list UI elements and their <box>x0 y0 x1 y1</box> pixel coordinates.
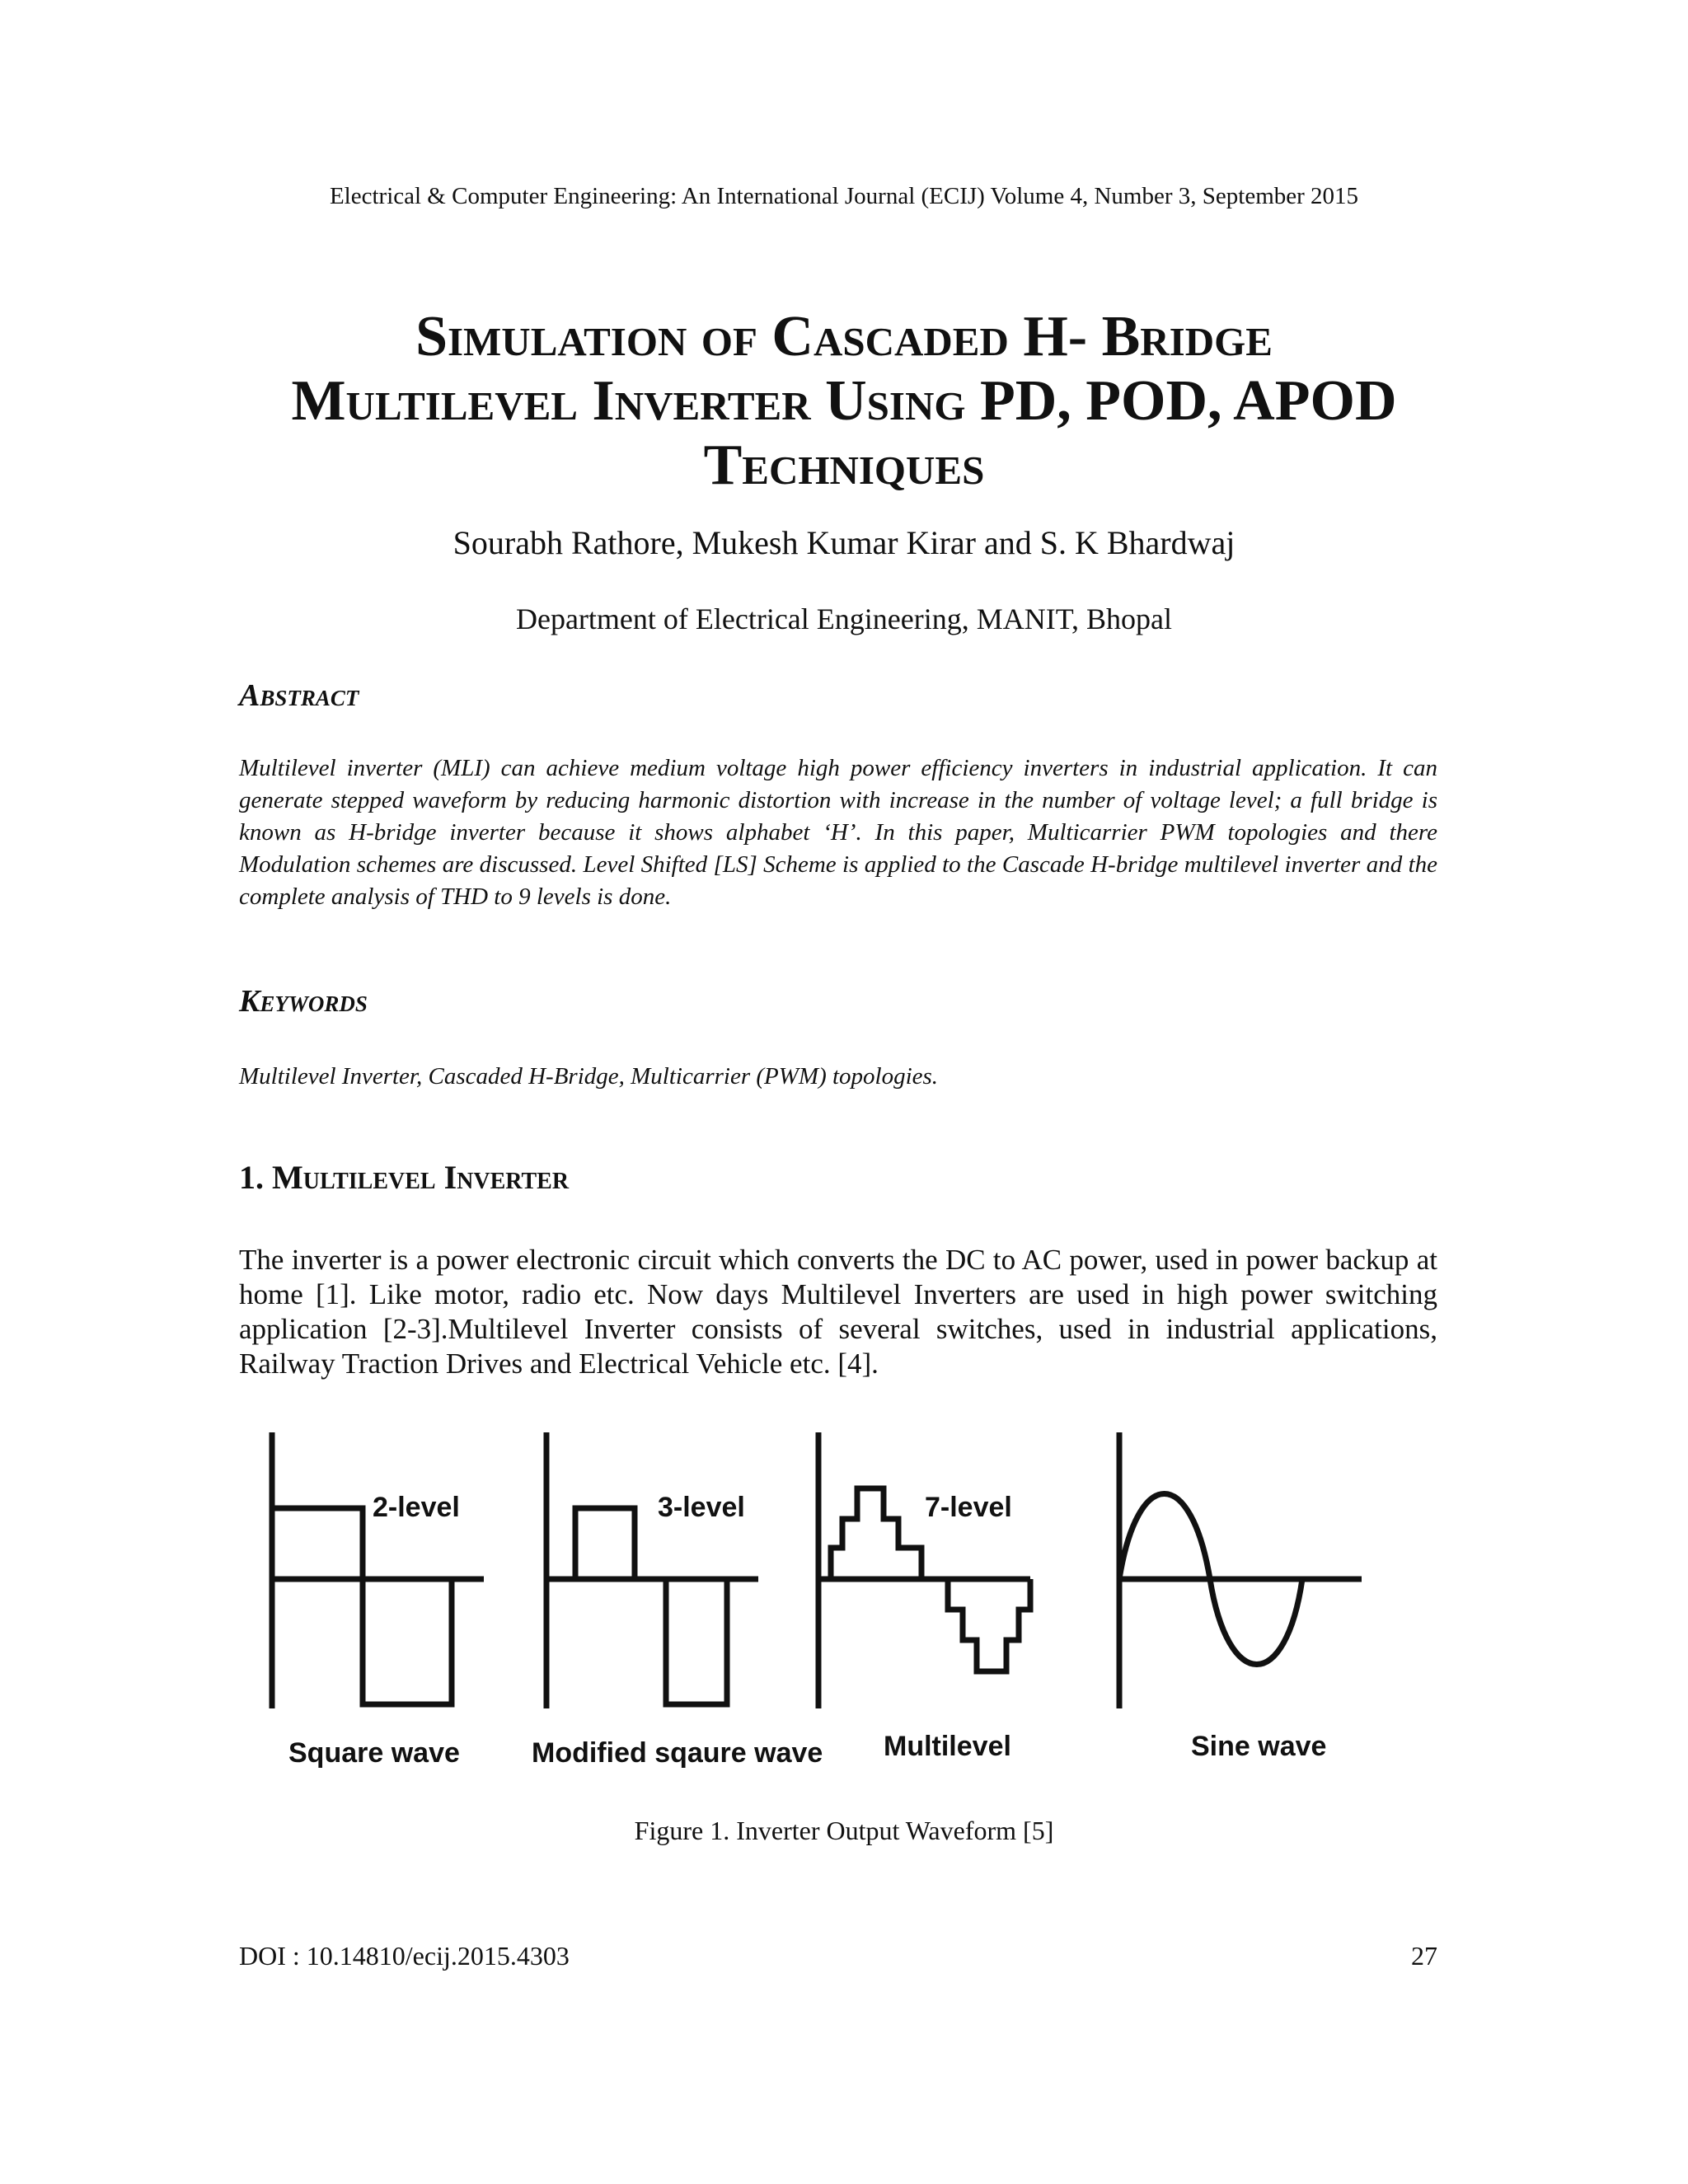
section-paragraph: The inverter is a power electronic circuit which converts the DC to AC power, used in power backup at home [1]. Like motor, radio etc. Now days Multilevel Inverters are used in high power switching application [2-3].Multilevel Inverter consists of several switches, used in industrial applications, Railway Traction Drives and Electrical Vehicle etc. [4]. <box>239 1244 1437 1380</box>
doi: DOI : 10.14810/ecij.2015.4303 <box>239 1941 570 1971</box>
title-line-2: Multilevel Inverter Using PD, POD, APOD <box>291 369 1397 433</box>
journal-header: Electrical & Computer Engineering: An International Journal (ECIJ) Volume 4, Number 3, September 2015 <box>329 183 1359 209</box>
modified-square-wave-trace-negative <box>666 1579 727 1704</box>
keywords-heading: Keywords <box>239 984 368 1019</box>
section-heading: 1. Multilevel Inverter <box>239 1159 570 1196</box>
affiliation: Department of Electrical Engineering, MANIT, Bhopal <box>515 602 1173 635</box>
panel-title-1: Square wave <box>288 1737 460 1769</box>
abstract-text: Multilevel inverter (MLI) can achieve medium voltage high power efficiency inverters in industrial application. It can generate stepped waveform by reducing harmonic distortion with increase in the number of voltage level; a full bridge is known as H-bridge inverter because it shows alphabet ‘H’. In this paper, Multicarrier PWM topologies and there Modulation schemes are discussed. Level Shifted [LS] Scheme is applied to the Cascade H-bridge multilevel inverter and the complete analysis of THD to 9 levels is done. <box>239 755 1437 910</box>
authors: Sourabh Rathore, Mukesh Kumar Kirar and S. K Bhardwaj <box>452 524 1236 561</box>
keywords-text: Multilevel Inverter, Cascaded H-Bridge, Multicarrier (PWM) topologies. <box>239 1063 939 1090</box>
panel-label-3: 7-level <box>925 1492 1012 1523</box>
panel-title-4: Sine wave <box>1191 1731 1327 1762</box>
multilevel-wave-panel <box>818 1432 1030 1708</box>
square-wave-trace <box>272 1508 452 1704</box>
inverter-waveform-figure <box>247 1424 1401 1787</box>
panel-label-1: 2-level <box>373 1492 460 1523</box>
modified-square-wave-trace <box>575 1508 635 1579</box>
square-wave-panel <box>272 1432 484 1708</box>
panel-title-2: Modified sqaure wave <box>532 1737 823 1769</box>
abstract-heading: Abstract <box>239 678 359 713</box>
panel-label-2: 3-level <box>658 1492 745 1523</box>
paper-title <box>165 305 1523 498</box>
sine-wave-panel <box>1119 1432 1362 1708</box>
modified-square-wave-panel <box>546 1432 758 1708</box>
title-line-1: Simulation of Cascaded H- Bridge <box>415 305 1273 368</box>
page-number: 27 <box>1411 1941 1437 1971</box>
figure-caption: Figure 1. Inverter Output Waveform [5] <box>634 1816 1054 1845</box>
panel-title-3: Multilevel <box>884 1731 1011 1762</box>
title-line-3: Techniques <box>703 434 985 497</box>
